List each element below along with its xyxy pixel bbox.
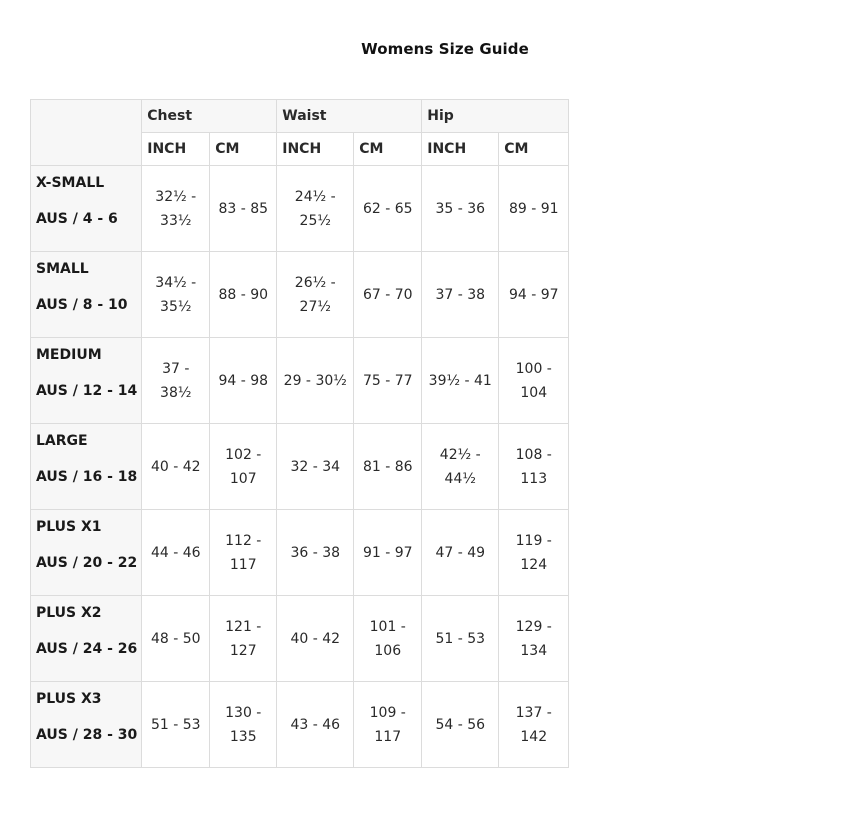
size-aus: AUS / 20 - 22 — [36, 555, 138, 571]
size-name: SMALL — [36, 261, 89, 277]
size-aus: AUS / 4 - 6 — [36, 211, 118, 227]
measurement-cell: 94 - 98 — [210, 338, 277, 424]
size-guide-table — [30, 99, 569, 768]
measurement-cell: 81 - 86 — [354, 424, 422, 510]
table-row — [31, 424, 569, 510]
measurement-cell: 32½ - 33½ — [142, 166, 210, 252]
size-label-cell — [31, 510, 142, 596]
unit-header: INCH — [142, 133, 210, 166]
size-aus: AUS / 8 - 10 — [36, 297, 128, 313]
measurement-cell: 32 - 34 — [277, 424, 354, 510]
measurement-cell: 40 - 42 — [277, 596, 354, 682]
measurement-cell: 88 - 90 — [210, 252, 277, 338]
size-name: LARGE — [36, 433, 88, 449]
size-label-cell — [31, 338, 142, 424]
measurement-cell: 75 - 77 — [354, 338, 422, 424]
measurement-cell: 37 - 38½ — [142, 338, 210, 424]
measurement-cell: 48 - 50 — [142, 596, 210, 682]
measurement-cell: 130 - 135 — [210, 682, 277, 768]
unit-header: CM — [210, 133, 277, 166]
size-aus: AUS / 24 - 26 — [36, 641, 138, 657]
measurement-cell: 129 - 134 — [499, 596, 569, 682]
page-title: Womens Size Guide — [361, 40, 529, 58]
size-aus: AUS / 28 - 30 — [36, 727, 138, 743]
measurement-cell: 89 - 91 — [499, 166, 569, 252]
unit-header: CM — [499, 133, 569, 166]
measurement-cell: 62 - 65 — [354, 166, 422, 252]
group-header-waist: Waist — [277, 100, 422, 133]
measurement-cell: 29 - 30½ — [277, 338, 354, 424]
size-name: MEDIUM — [36, 347, 102, 363]
group-header-row — [31, 100, 569, 133]
measurement-cell: 54 - 56 — [422, 682, 499, 768]
group-header-chest: Chest — [142, 100, 277, 133]
measurement-cell: 119 - 124 — [499, 510, 569, 596]
size-aus: AUS / 12 - 14 — [36, 383, 138, 399]
size-label-cell — [31, 252, 142, 338]
measurement-cell: 100 - 104 — [499, 338, 569, 424]
measurement-cell: 101 - 106 — [354, 596, 422, 682]
measurement-cell: 43 - 46 — [277, 682, 354, 768]
size-name: PLUS X1 — [36, 519, 102, 535]
table-row — [31, 510, 569, 596]
measurement-cell: 51 - 53 — [142, 682, 210, 768]
measurement-cell: 47 - 49 — [422, 510, 499, 596]
measurement-cell: 40 - 42 — [142, 424, 210, 510]
size-name: X-SMALL — [36, 175, 105, 191]
measurement-cell: 121 - 127 — [210, 596, 277, 682]
table-row — [31, 338, 569, 424]
table-row — [31, 166, 569, 252]
measurement-cell: 42½ - 44½ — [422, 424, 499, 510]
size-label-cell — [31, 166, 142, 252]
measurement-cell: 44 - 46 — [142, 510, 210, 596]
unit-header: INCH — [422, 133, 499, 166]
size-label-cell — [31, 596, 142, 682]
size-label-cell — [31, 424, 142, 510]
size-name: PLUS X2 — [36, 605, 102, 621]
size-label-cell — [31, 682, 142, 768]
measurement-cell: 51 - 53 — [422, 596, 499, 682]
measurement-cell: 24½ - 25½ — [277, 166, 354, 252]
measurement-cell: 34½ - 35½ — [142, 252, 210, 338]
measurement-cell: 109 - 117 — [354, 682, 422, 768]
measurement-cell: 35 - 36 — [422, 166, 499, 252]
measurement-cell: 36 - 38 — [277, 510, 354, 596]
measurement-cell: 39½ - 41 — [422, 338, 499, 424]
measurement-cell: 137 - 142 — [499, 682, 569, 768]
measurement-cell: 102 - 107 — [210, 424, 277, 510]
measurement-cell: 83 - 85 — [210, 166, 277, 252]
measurement-cell: 91 - 97 — [354, 510, 422, 596]
size-aus: AUS / 16 - 18 — [36, 469, 138, 485]
corner-cell — [31, 100, 142, 166]
table-row — [31, 682, 569, 768]
group-header-hip: Hip — [422, 100, 569, 133]
table-row — [31, 252, 569, 338]
table-row — [31, 596, 569, 682]
measurement-cell: 67 - 70 — [354, 252, 422, 338]
measurement-cell: 26½ - 27½ — [277, 252, 354, 338]
unit-header: CM — [354, 133, 422, 166]
measurement-cell: 108 - 113 — [499, 424, 569, 510]
measurement-cell: 37 - 38 — [422, 252, 499, 338]
unit-header: INCH — [277, 133, 354, 166]
measurement-cell: 94 - 97 — [499, 252, 569, 338]
measurement-cell: 112 - 117 — [210, 510, 277, 596]
size-name: PLUS X3 — [36, 691, 102, 707]
